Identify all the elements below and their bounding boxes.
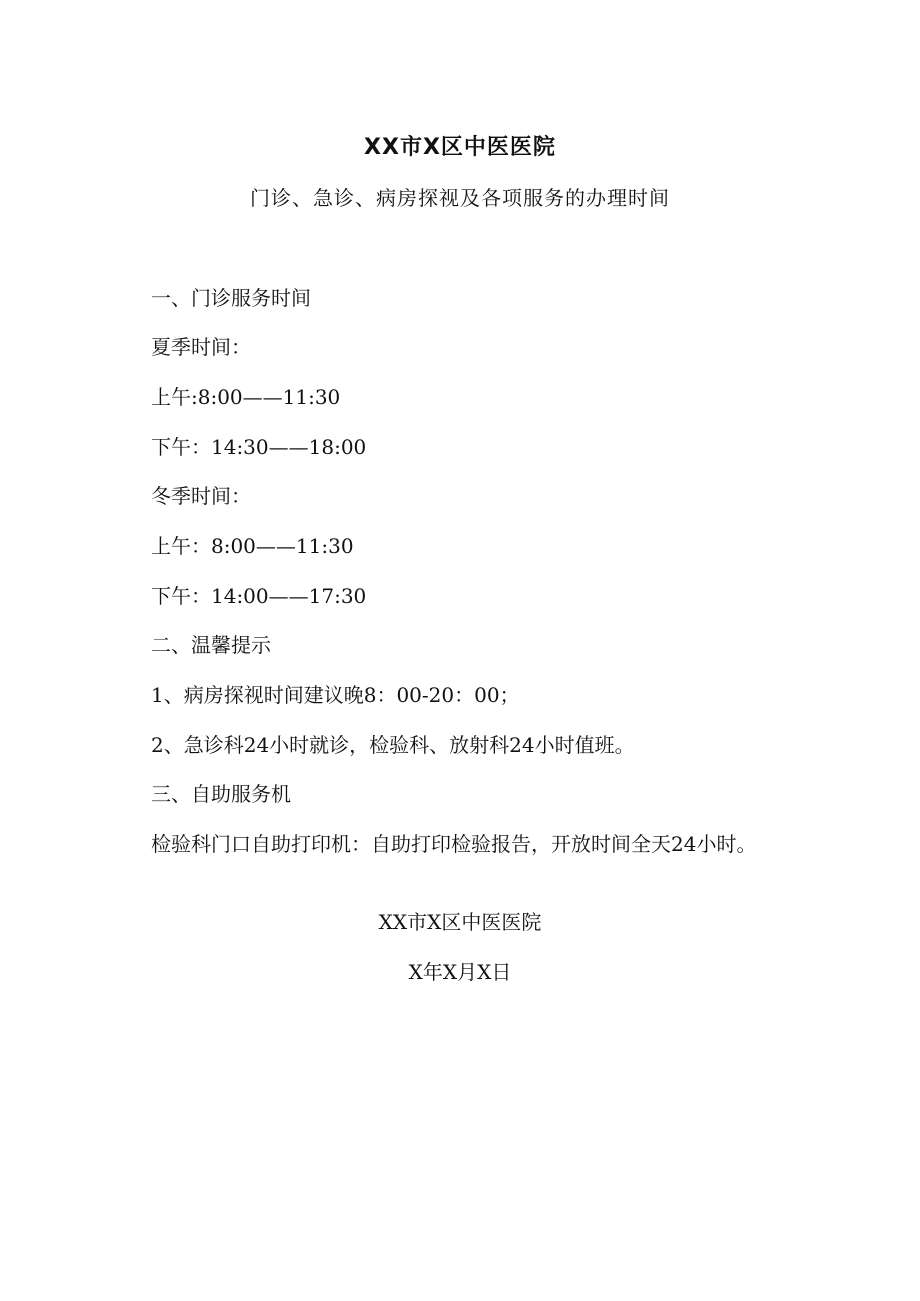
footer-date: X年X月X日 <box>408 960 512 984</box>
winter-morning-hours: 上午：8:00——11:30 <box>151 534 354 558</box>
document-title: XX市X区中医医院 <box>364 135 556 160</box>
section-heading-tips: 二、温馨提示 <box>151 633 271 657</box>
winter-afternoon-hours: 下午：14:00——17:30 <box>151 584 367 608</box>
document-subtitle: 门诊、急诊、病房探视及各项服务的办理时间 <box>250 186 670 210</box>
section-heading-self-service: 三、自助服务机 <box>151 782 291 806</box>
tip-item-2: 2、急诊科24小时就诊，检验科、放射科24小时值班。 <box>151 733 635 757</box>
self-service-text: 检验科门口自助打印机：自助打印检验报告，开放时间全天24小时。 <box>151 832 757 856</box>
section-heading-outpatient: 一、门诊服务时间 <box>151 286 311 310</box>
summer-afternoon-hours: 下午：14:30——18:00 <box>151 435 367 459</box>
summer-time-label: 夏季时间： <box>151 335 251 359</box>
winter-time-label: 冬季时间： <box>151 484 251 508</box>
footer-organization: XX市X区中医医院 <box>378 910 542 934</box>
tip-item-1: 1、病房探视时间建议晚8：00-20：00； <box>151 683 520 707</box>
summer-morning-hours: 上午:8:00——11:30 <box>151 385 341 409</box>
